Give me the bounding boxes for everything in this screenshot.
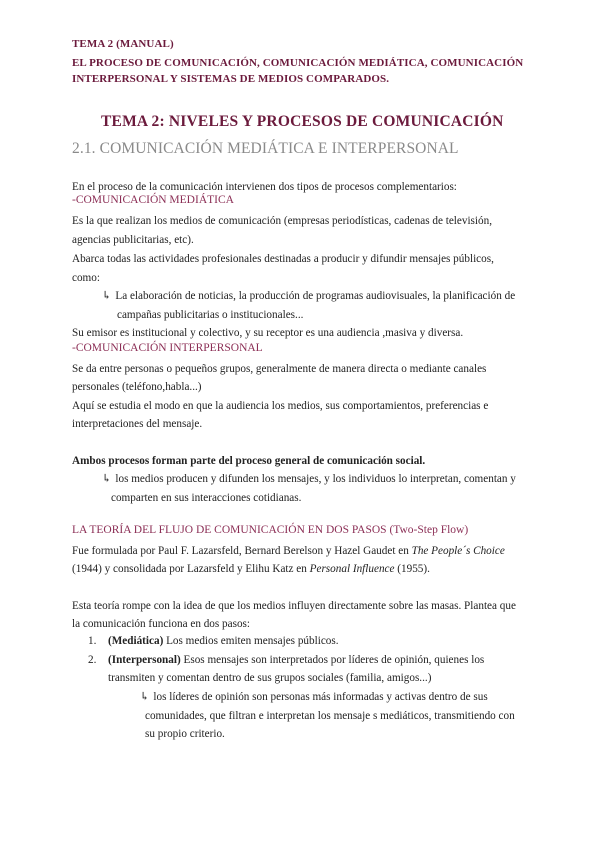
- opinion-leaders-line1: los líderes de opinión son personas más informadas y activas dentro de sus: [153, 691, 488, 703]
- interpersonal-heading: -COMUNICACIÓN INTERPERSONAL: [72, 342, 263, 354]
- opinion-leaders-line2: comunidades, que filtran e interpretan los mensaje s mediáticos, transmitiendo con: [145, 710, 515, 722]
- mediatica-emitter: Su emisor es institucional y colectivo, y su receptor es una audiencia ,masiva y diversa.: [72, 327, 464, 339]
- both-processes-statement: Ambos procesos forman parte del proceso general de comunicación social.: [72, 455, 426, 467]
- step1-number: 1.: [88, 635, 97, 647]
- opinion-leaders-bullet: [140, 687, 488, 707]
- two-step-line2: [72, 559, 430, 579]
- two-step-heading-note: (Two-Step Flow): [389, 524, 469, 536]
- step2-text: Esos mensajes son interpretados por líderes de opinión, quienes los: [180, 654, 485, 666]
- step1-item: [108, 631, 339, 651]
- two-step-line2-text: (1944) y consolidada por Lazarsfeld y Elihu Katz en: [72, 563, 310, 575]
- book-title-peoples-choice: The People´s Choice: [411, 545, 505, 557]
- mediatica-bullet-line2: campañas publicitarias o institucionales...: [117, 309, 304, 321]
- mediatica-heading: -COMUNICACIÓN MEDIÁTICA: [72, 194, 234, 206]
- two-step-line1-text: Fue formulada por Paul F. Lazarsfeld, Bernard Berelson y Hazel Gaudet en: [72, 545, 412, 557]
- page-title: TEMA 2: NIVELES Y PROCESOS DE COMUNICACIÓN: [101, 113, 504, 130]
- header-subtitle-line1: EL PROCESO DE COMUNICACIÓN, COMUNICACIÓN MEDIÁTICA, COMUNICACIÓN: [72, 57, 524, 69]
- step2-label: (Interpersonal): [108, 654, 181, 666]
- mediatica-line1: Es la que realizan los medios de comunicación (empresas periodísticas, cadenas de televisión,: [72, 215, 493, 227]
- two-step-para-line1: Esta teoría rompe con la idea de que los medios influyen directamente sobre las masas. Plantea que: [72, 600, 516, 612]
- both-bullet-line2: comparten en sus interacciones cotidianas.: [111, 492, 302, 504]
- interpersonal-line4: interpretaciones del mensaje.: [72, 418, 203, 430]
- course-tag: TEMA 2 (MANUAL): [72, 38, 174, 50]
- mediatica-bullet-line1: La elaboración de noticias, la producción de programas audiovisuales, la planificación de: [115, 290, 516, 302]
- step2-item: [108, 650, 484, 670]
- step2-line2: transmiten y comentan dentro de sus grupos sociales (familia, amigos...): [108, 672, 432, 684]
- two-step-line2-end: (1955).: [394, 563, 430, 575]
- both-bullet-line1: los medios producen y difunden los mensajes, y los individuos lo interpretan, comentan y: [115, 473, 516, 485]
- step1-label: (Mediática): [108, 635, 164, 647]
- section-title: 2.1. COMUNICACIÓN MEDIÁTICA E INTERPERSONAL: [72, 140, 459, 157]
- two-step-line1: [72, 541, 505, 561]
- step2-number: 2.: [88, 654, 97, 666]
- book-title-personal-influence: Personal Influence: [309, 563, 395, 575]
- interpersonal-line2: personales (teléfono,habla...): [72, 381, 202, 393]
- two-step-para-line2: la comunicación funciona en dos pasos:: [72, 618, 251, 630]
- opinion-leaders-line3: su propio criterio.: [145, 728, 225, 740]
- return-arrow-icon: ↳: [102, 290, 112, 302]
- intro-text: En el proceso de la comunicación intervienen dos tipos de procesos complementarios:: [72, 181, 457, 193]
- both-bullet: [102, 469, 516, 489]
- interpersonal-line1: Se da entre personas o pequeños grupos, generalmente de manera directa o mediante canales: [72, 363, 487, 375]
- return-arrow-icon: ↳: [140, 691, 150, 703]
- mediatica-line2: agencias publicitarias, etc).: [72, 234, 194, 246]
- return-arrow-icon: ↳: [102, 473, 112, 485]
- header-subtitle-line2: INTERPERSONAL Y SISTEMAS DE MEDIOS COMPARADOS.: [72, 73, 390, 85]
- mediatica-line4: como:: [72, 272, 100, 284]
- step1-text: Los medios emiten mensajes públicos.: [163, 635, 339, 647]
- mediatica-line3: Abarca todas las actividades profesionales destinadas a producir y difundir mensajes públicos,: [72, 253, 494, 265]
- interpersonal-line3: Aquí se estudia el modo en que la audiencia los medios, sus comportamientos, preferencias e: [72, 400, 489, 412]
- two-step-heading: [72, 524, 468, 536]
- two-step-heading-text: LA TEORÍA DEL FLUJO DE COMUNICACIÓN EN DOS PASOS: [72, 524, 387, 536]
- mediatica-bullet: [102, 286, 515, 306]
